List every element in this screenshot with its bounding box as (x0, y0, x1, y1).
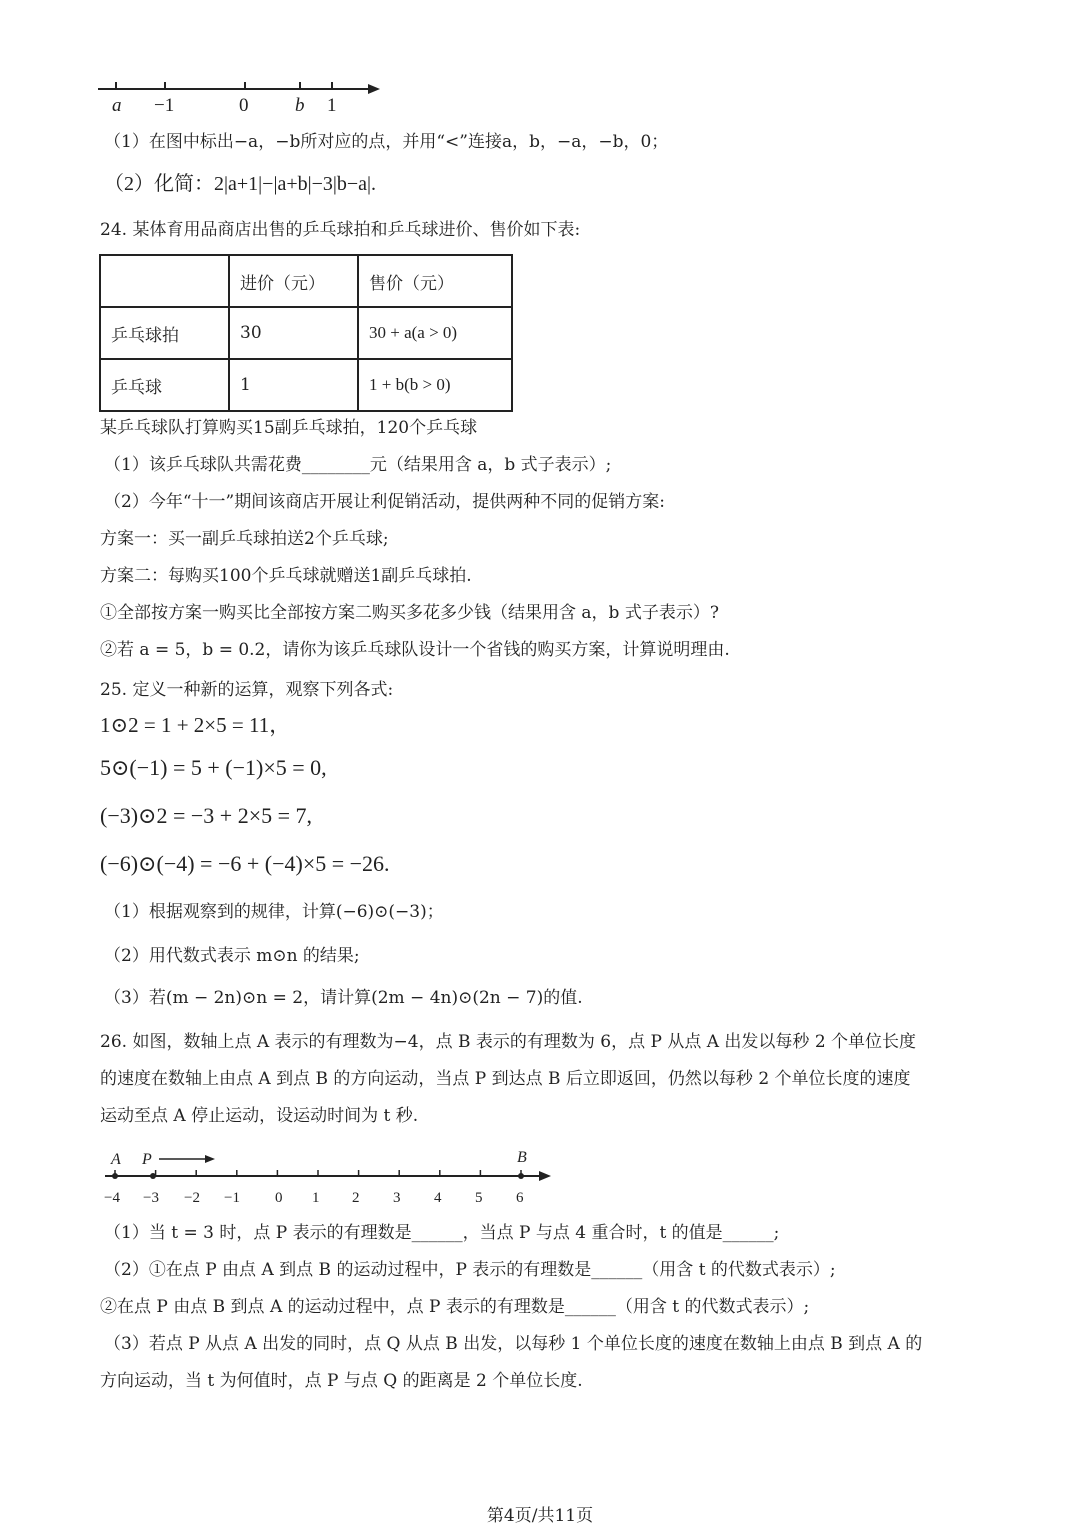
table-cell: 乒乓球拍 (100, 307, 229, 359)
q26-line1: 26. 如图，数轴上点 A 表示的有理数为−4，点 B 表示的有理数为 6，点 P 从点 A 出发以每秒 2 个单位长度 (100, 1032, 917, 1052)
point-b (518, 1173, 524, 1179)
tick-label: −3 (143, 1190, 159, 1206)
page-footer: 第4页/共11页 (486, 1506, 594, 1526)
q26-part1: （1）当 t = 3 时，点 P 表示的有理数是______，当点 P 与点 4 重合时，t 的值是______; (104, 1223, 780, 1243)
point-p (150, 1173, 156, 1179)
tick-label: 3 (393, 1190, 401, 1206)
table-header-cell: 售价（元） (358, 255, 512, 307)
q24-intro: 某乒乓球队打算购买15副乒乓球拍，120个乒乓球 (100, 418, 478, 438)
q26-part2a: （2）①在点 P 由点 A 到点 B 的运动过程中，P 表示的有理数是______（用含 t 的代数式表示）; (104, 1260, 836, 1280)
q24-plan1: 方案一：买一副乒乓球拍送2个乒乓球; (100, 529, 389, 549)
table-cell: 30 + a(a > 0) (358, 307, 512, 359)
tick-label: −1 (224, 1190, 240, 1206)
table-row (100, 307, 512, 359)
q25-eq3: (−3)⊙2 = −3 + 2×5 = 7, (100, 803, 313, 828)
label-b: b (295, 95, 305, 116)
table-cell: 1 (229, 359, 358, 411)
table-row (100, 359, 512, 411)
q24-part1: （1）该乒乓球队共需花费________元（结果用含 a，b 式子表示）; (104, 455, 612, 475)
table-cell: 1 + b(b > 0) (358, 359, 512, 411)
q25-eq1: 1⊙2 = 1 + 2×5 = 11， (100, 713, 291, 737)
table-cell: 30 (229, 307, 358, 359)
q25-eq2: 5⊙(−1) = 5 + (−1)×5 = 0, (100, 755, 327, 780)
q24-sub2: ②若 a = 5，b = 0.2，请你为该乒乓球队设计一个省钱的购买方案，计算说明理由. (100, 640, 730, 660)
q25-part3: （3）若(m − 2n)⊙n = 2，请计算(2m − 4n)⊙(2n − 7)的值. (104, 988, 583, 1008)
tick-label: 1 (312, 1190, 320, 1206)
tick-label: −2 (184, 1190, 200, 1206)
label-0: 0 (239, 95, 249, 116)
q23-part1: （1）在图中标出−a，−b所对应的点，并用“<”连接a，b，−a，−b，0； (104, 132, 669, 152)
q26-part3a: （3）若点 P 从点 A 出发的同时，点 Q 从点 B 出发，以每秒 1 个单位长度的速度在数轴上由点 B 到点 A 的 (104, 1334, 923, 1354)
tick-label: 5 (475, 1190, 483, 1206)
label-a: a (112, 95, 122, 116)
point-label-b: B (517, 1149, 527, 1166)
q24-stem: 24. 某体育用品商店出售的乒乓球拍和乒乓球进价、售价如下表: (100, 220, 581, 240)
tick-label: 4 (434, 1190, 442, 1206)
point-a (112, 1173, 118, 1179)
q25-part1: （1）根据观察到的规律，计算(−6)⊙(−3)； (104, 902, 444, 922)
number-line-diagram-2 (95, 1146, 555, 1208)
q25-stem: 25. 定义一种新的运算，观察下列各式: (100, 680, 394, 700)
q26-part3b: 方向运动，当 t 为何值时，点 P 与点 Q 的距离是 2 个单位长度. (100, 1371, 583, 1391)
table-cell: 乒乓球 (100, 359, 229, 411)
point-label-p: P (142, 1151, 152, 1168)
label-1: 1 (327, 95, 337, 116)
price-table (99, 254, 513, 412)
table-header-cell: 进价（元） (229, 255, 358, 307)
q25-eq4: (−6)⊙(−4) = −6 + (−4)×5 = −26. (100, 851, 390, 876)
number-line-diagram (90, 76, 390, 120)
q26-line2: 的速度在数轴上由点 A 到点 B 的方向运动，当点 P 到达点 B 后立即返回，仍然以每秒 2 个单位长度的速度 (100, 1069, 911, 1089)
q23-part2: （2）化简：2|a+1|−|a+b|−3|b−a|. (104, 173, 377, 195)
q26-line3: 运动至点 A 停止运动，设运动时间为 t 秒. (100, 1106, 419, 1126)
point-label-a: A (111, 1151, 121, 1168)
tick-label: −4 (104, 1190, 120, 1206)
label-minus1: −1 (154, 95, 175, 116)
q24-plan2: 方案二：每购买100个乒乓球就赠送1副乒乓球拍. (100, 566, 472, 586)
q26-part2b: ②在点 P 由点 B 到点 A 的运动过程中，点 P 表示的有理数是______（用含 t 的代数式表示）; (100, 1297, 810, 1317)
table-header-cell (100, 255, 229, 307)
tick-label: 6 (516, 1190, 524, 1206)
q25-part2: （2）用代数式表示 m⊙n 的结果; (104, 946, 360, 966)
arrow-head-icon (205, 1155, 215, 1163)
q24-part2: （2）今年“十一”期间该商店开展让利促销活动，提供两种不同的促销方案: (104, 492, 665, 512)
tick-label: 0 (275, 1190, 283, 1206)
table-header-row (100, 255, 512, 307)
q24-sub1: ①全部按方案一购买比全部按方案二购买多花多少钱（结果用含 a，b 式子表示）? (100, 603, 719, 623)
tick-label: 2 (352, 1190, 360, 1206)
